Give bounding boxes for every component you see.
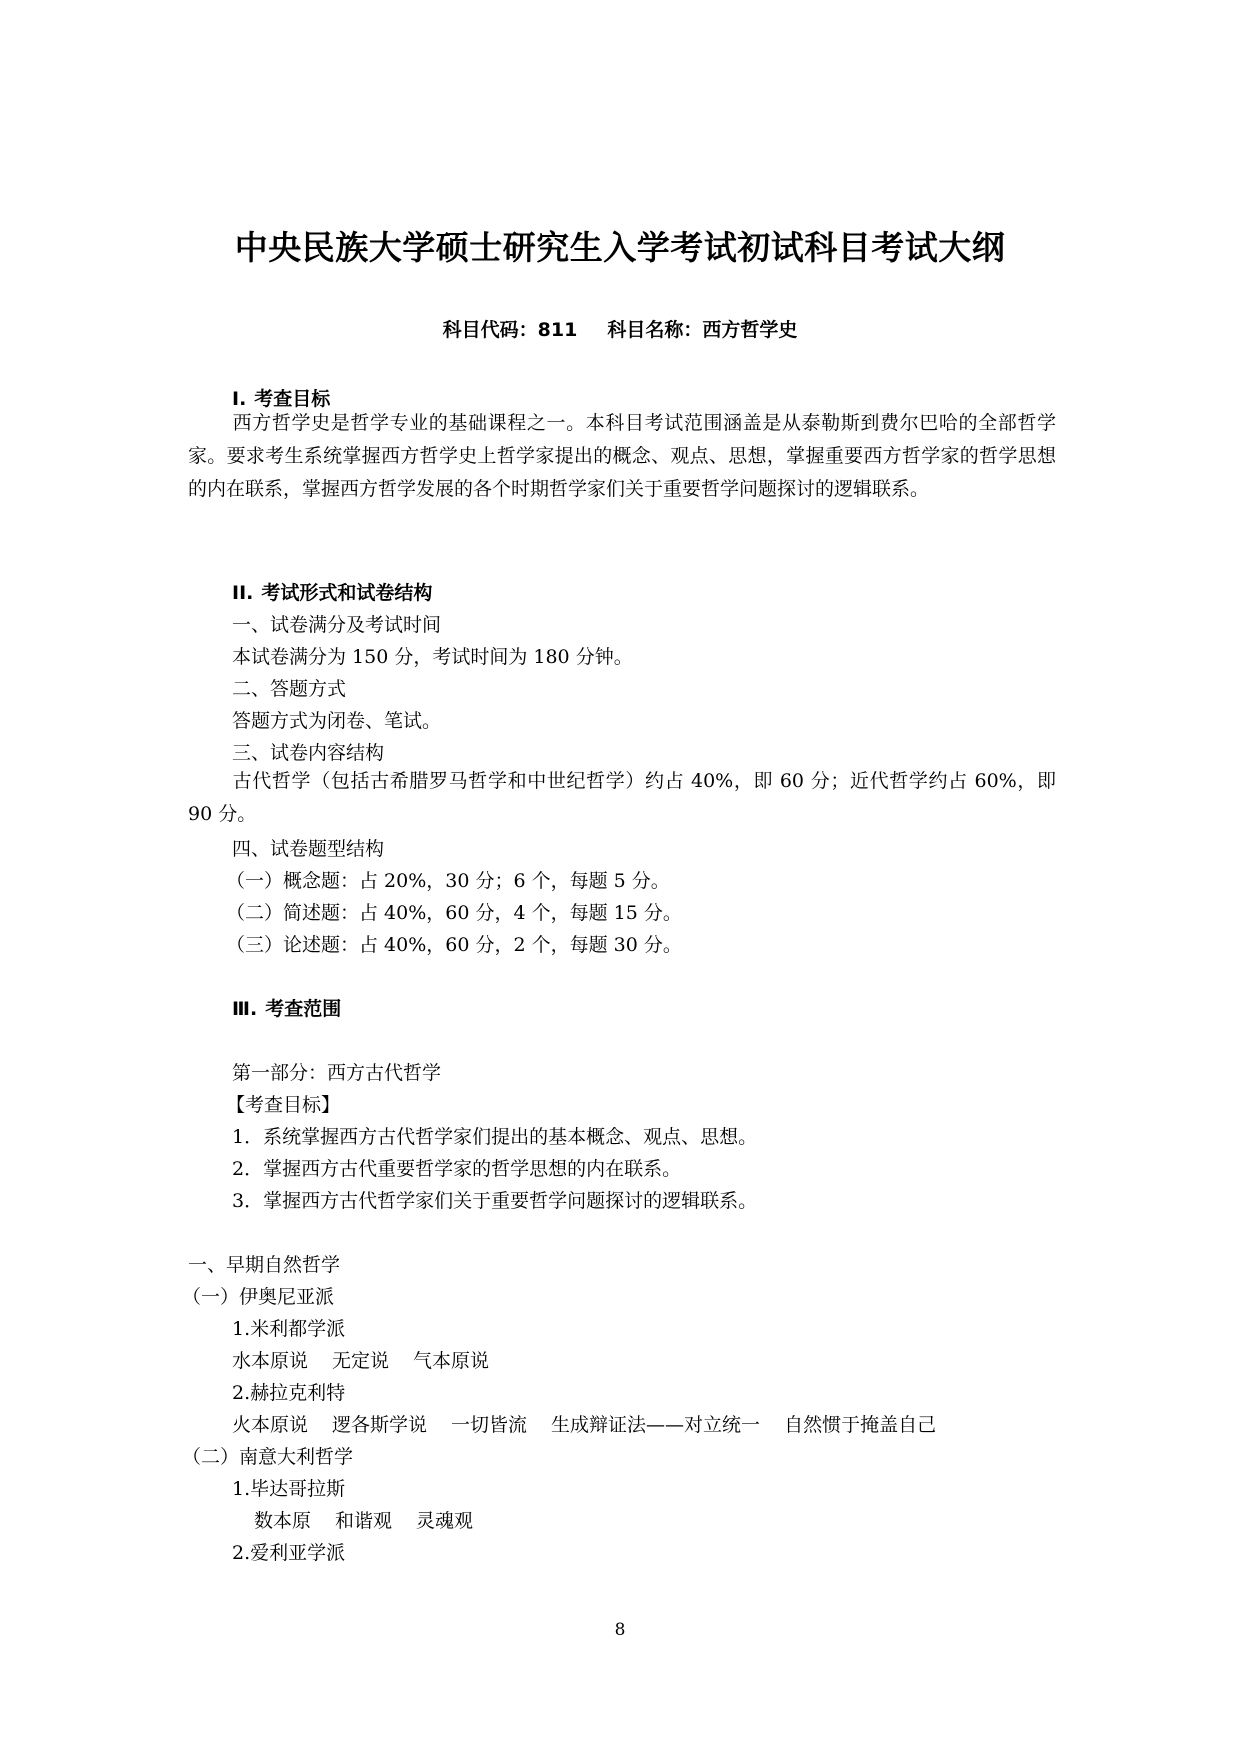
type-heading: 四、试卷题型结构	[232, 838, 385, 860]
term: 数本原	[254, 1510, 312, 1532]
content-structure-paragraph	[188, 765, 1056, 831]
goal-item-1: 1．系统掌握西方古代哲学家们提出的基本概念、观点、思想。	[232, 1126, 758, 1148]
outline-sub-2-item-2: 2.爱利亚学派	[232, 1542, 346, 1564]
outline-sub-1: （一）伊奥尼亚派	[182, 1286, 335, 1308]
section-2-title: 考试形式和试卷结构	[261, 582, 433, 604]
exam-line-2: 本试卷满分为 150 分，考试时间为 180 分钟。	[232, 646, 633, 668]
goal-label: 【考查目标】	[226, 1094, 341, 1116]
section-1-text: 西方哲学史是哲学专业的基础课程之一。本科目考试范围涵盖是从泰勒斯到费尔巴哈的全部哲学家。要求考生系统掌握西方哲学史上哲学家提出的概念、观点、思想，掌握重要西方哲学家的哲学思想的内在联系，掌握西方哲学发展的各个时期哲学家们关于重要哲学问题探讨的逻辑联系。	[188, 412, 1056, 500]
outline-sub-2-item-1-terms	[254, 1506, 473, 1533]
subject-line	[0, 315, 1240, 342]
outline-chapter: 一、早期自然哲学	[188, 1254, 341, 1276]
type-line-2: （二）简述题：占 40%，60 分，4 个，每题 15 分。	[226, 902, 682, 924]
outline-sub-2-item-1: 1.毕达哥拉斯	[232, 1478, 346, 1500]
term: 生成辩证法——对立统一	[551, 1414, 761, 1436]
part-title: 第一部分：西方古代哲学	[232, 1062, 442, 1084]
page-number: 8	[614, 1620, 626, 1640]
type-line-1: （一）概念题：占 20%，30 分；6 个，每题 5 分。	[226, 870, 670, 892]
term: 自然惯于掩盖自己	[784, 1414, 937, 1436]
outline-sub-1-item-2: 2.赫拉克利特	[232, 1382, 346, 1404]
outline-sub-1-item-1: 1.米利都学派	[232, 1318, 346, 1340]
term: 无定说	[332, 1350, 390, 1372]
section-2-heading	[232, 578, 432, 605]
term: 一切皆流	[451, 1414, 528, 1436]
exam-line-5: 三、试卷内容结构	[232, 742, 385, 764]
subject-code: 科目代码：811	[442, 319, 578, 341]
term: 和谐观	[335, 1510, 393, 1532]
term: 火本原说	[232, 1414, 309, 1436]
goal-item-3: 3．掌握西方古代哲学家们关于重要哲学问题探讨的逻辑联系。	[232, 1190, 758, 1212]
section-1-title: 考查目标	[254, 388, 331, 410]
section-1-paragraph	[188, 407, 1056, 506]
term: 逻各斯学说	[332, 1414, 428, 1436]
type-line-3: （三）论述题：占 40%，60 分，2 个，每题 30 分。	[226, 934, 682, 956]
content-structure-text: 古代哲学（包括古希腊罗马哲学和中世纪哲学）约占 40%，即 60 分；近代哲学约占 60%，即 90 分。	[188, 770, 1056, 825]
section-3-heading	[232, 994, 341, 1021]
term: 气本原说	[413, 1350, 490, 1372]
outline-sub-1-item-2-terms	[232, 1410, 936, 1437]
term: 水本原说	[232, 1350, 309, 1372]
outline-sub-2: （二）南意大利哲学	[182, 1446, 354, 1468]
section-3-number: Ⅲ.	[232, 998, 258, 1020]
exam-line-4: 答题方式为闭卷、笔试。	[232, 710, 442, 732]
section-1-number: I.	[232, 388, 247, 410]
outline-sub-1-item-1-terms	[232, 1346, 489, 1373]
exam-line-3: 二、答题方式	[232, 678, 347, 700]
exam-line-1: 一、试卷满分及考试时间	[232, 614, 442, 636]
goal-item-2: 2．掌握西方古代重要哲学家的哲学思想的内在联系。	[232, 1158, 682, 1180]
section-2-number: II.	[232, 582, 254, 604]
section-3-title: 考查范围	[265, 998, 342, 1020]
term: 灵魂观	[416, 1510, 474, 1532]
page-title: 中央民族大学硕士研究生入学考试初试科目考试大纲	[234, 228, 1006, 267]
subject-name: 科目名称：西方哲学史	[607, 319, 798, 341]
